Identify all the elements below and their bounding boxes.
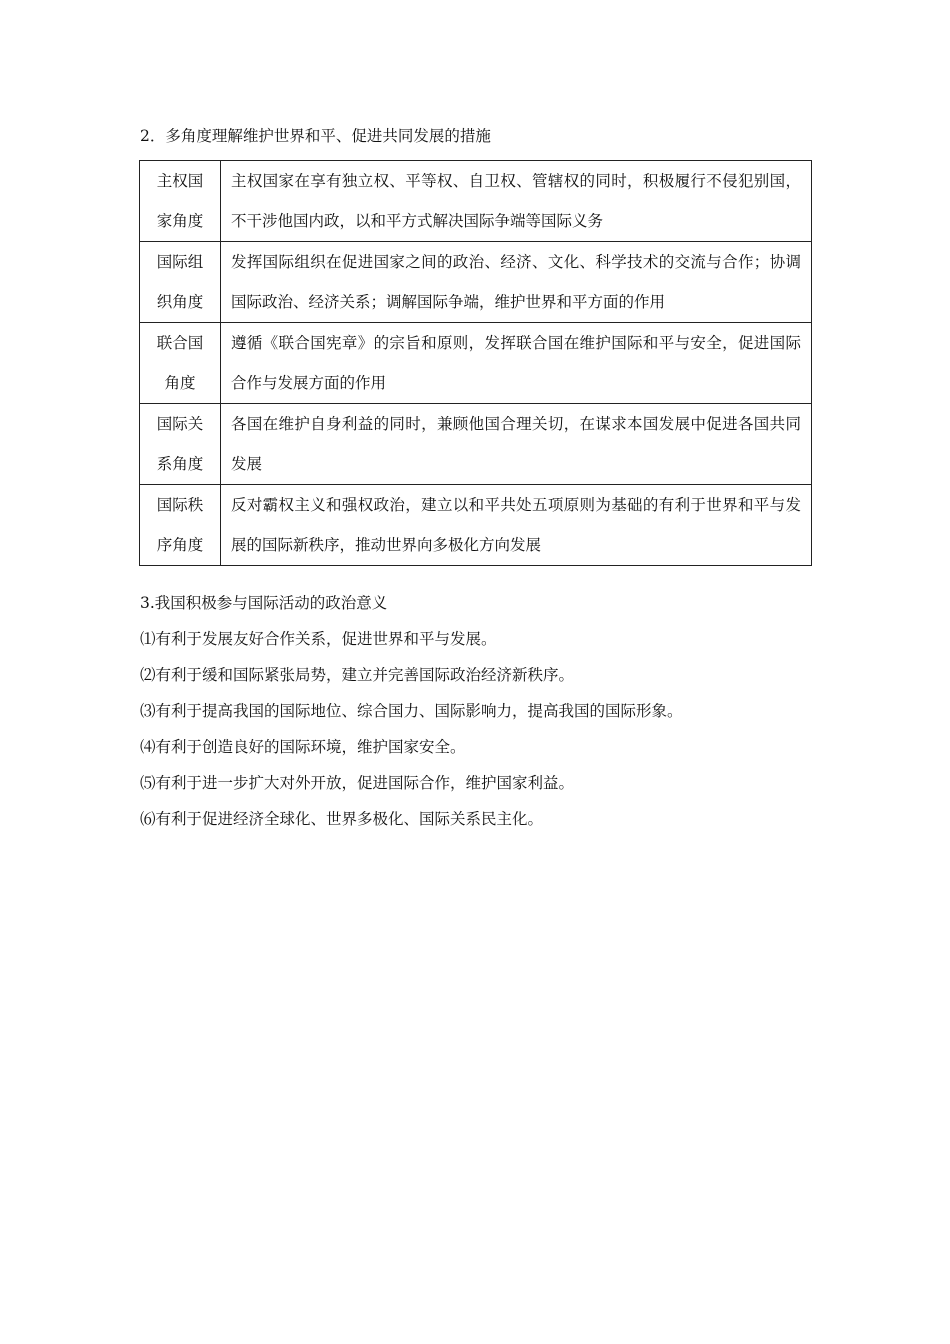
row-label-cell [140, 485, 221, 566]
row-label: 国际秩序角度 [156, 496, 204, 554]
list-item: ⑵有利于缓和国际紧张局势，建立并完善国际政治经济新秩序。 [140, 666, 575, 684]
row-label-cell [140, 404, 221, 485]
row-label: 国际组织角度 [156, 253, 204, 311]
row-content: 各国在维护自身利益的同时，兼顾他国合理关切，在谋求本国发展中促进各国共同发展 [221, 404, 812, 485]
section-3 [140, 592, 820, 844]
row-label: 主权国家角度 [156, 172, 204, 230]
list-item: ⑴有利于发展友好合作关系，促进世界和平与发展。 [140, 630, 497, 648]
list-item: ⑹有利于促进经济全球化、世界多极化、国际关系民主化。 [140, 810, 544, 828]
list-item: ⑶有利于提高我国的国际地位、综合国力、国际影响力，提高我国的国际形象。 [140, 702, 683, 720]
row-label-cell [140, 161, 221, 242]
list-item: ⑷有利于创造良好的国际环境，维护国家安全。 [140, 738, 466, 756]
row-label: 国际关系角度 [156, 415, 204, 473]
table-row [140, 323, 812, 404]
list-item: ⑸有利于进一步扩大对外开放，促进国际合作，维护国家利益。 [140, 774, 575, 792]
row-content: 主权国家在享有独立权、平等权、自卫权、管辖权的同时，积极履行不侵犯别国，不干涉他国内政，以和平方式解决国际争端等国际义务 [221, 161, 812, 242]
table-row [140, 242, 812, 323]
row-label: 联合国角度 [156, 334, 204, 392]
section-3-title: 3.我国积极参与国际活动的政治意义 [140, 594, 388, 612]
table-row [140, 404, 812, 485]
row-label-cell [140, 242, 221, 323]
row-content: 反对霸权主义和强权政治，建立以和平共处五项原则为基础的有利于世界和平与发展的国际新秩序，推动世界向多极化方向发展 [221, 485, 812, 566]
table-row [140, 485, 812, 566]
row-content: 发挥国际组织在促进国家之间的政治、经济、文化、科学技术的交流与合作；协调国际政治、经济关系；调解国际争端，维护世界和平方面的作用 [221, 242, 812, 323]
section-2-title: 2．多角度理解维护世界和平、促进共同发展的措施 [140, 127, 491, 145]
row-content: 遵循《联合国宪章》的宗旨和原则，发挥联合国在维护国际和平与安全，促进国际合作与发展方面的作用 [221, 323, 812, 404]
row-label-cell [140, 323, 221, 404]
table-row [140, 161, 812, 242]
measures-table [139, 160, 812, 566]
